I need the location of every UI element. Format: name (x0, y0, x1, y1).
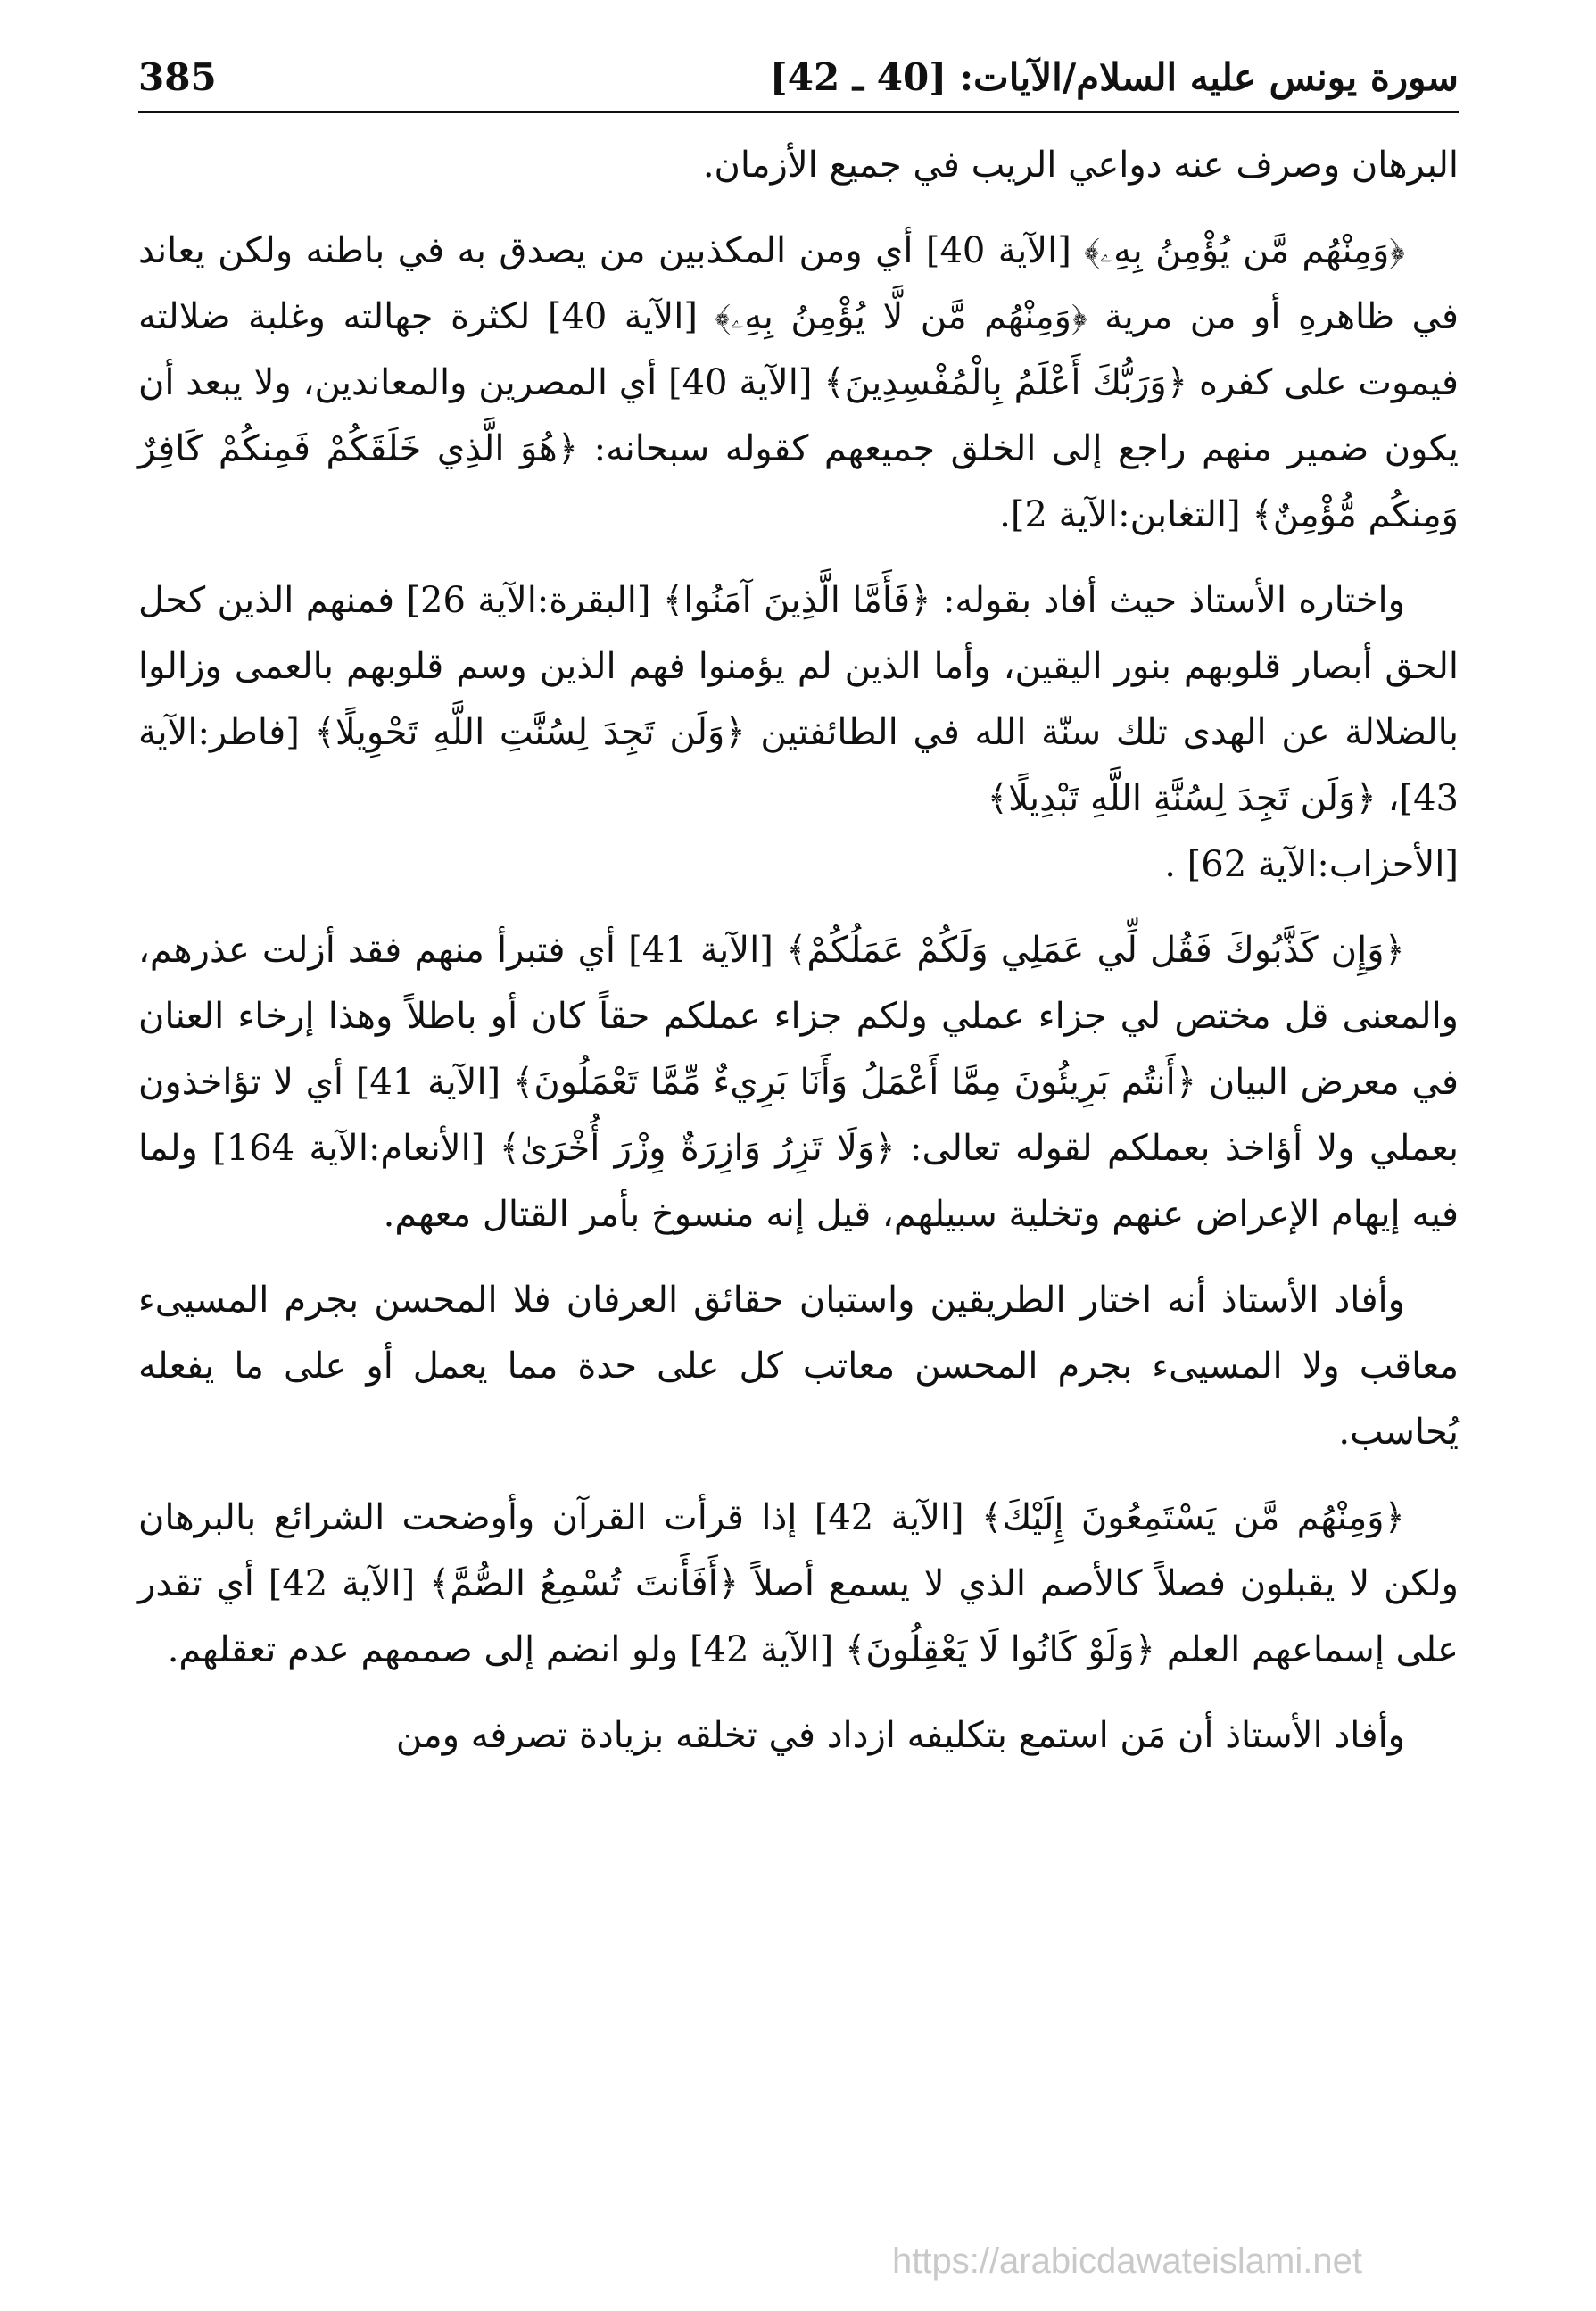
page-body (138, 132, 1459, 1788)
paragraph-verse-40: ﴿وَمِنْهُم مَّن يُؤْمِنُ بِهِۦ﴾ [الآية 40] أي ومن المكذبين من يصدق به في باطنه ولكن يعاند في ظاهرهِ أو من مرية ﴿وَمِنْهُم مَّن لَّا يُؤْمِنُ بِهِۦ﴾ [الآية 40] لكثرة جهالته وغلبة ضلالته فيموت على كفره ﴿وَرَبُّكَ أَعْلَمُ بِالْمُفْسِدِينَ﴾ [الآية 40] أي المصرين والمعاندين، ولا يبعد أن يكون ضمير منهم راجع إلى الخلق جميعهم كقوله سبحانه: ﴿هُوَ الَّذِي خَلَقَكُمْ فَمِنكُمْ كَافِرٌ وَمِنكُم مُّؤْمِنٌ﴾ [التغابن:الآية 2]. (138, 230, 1460, 535)
header-rule (138, 111, 1459, 113)
paragraph-ustadh-commentary-3: وأفاد الأستاذ أن مَن استمع بتكليفه ازداد في تخلقه بزيادة تصرفه ومن (395, 1715, 1405, 1756)
paragraph-citation-ahzab: [الأحزاب:الآية 62] . (1164, 844, 1459, 885)
watermark-url: https://arabicdawateislami.net (892, 2241, 1362, 2281)
page-header (138, 46, 1459, 109)
paragraph-ustadh-commentary-1: واختاره الأستاذ حيث أفاد بقوله: ﴿فَأَمَّا الَّذِينَ آمَنُوا﴾ [البقرة:الآية 26] فمنهم الذين كحل الحق أبصار قلوبهم بنور اليقين، وأما الذين لم يؤمنوا فهم الذين وسم قلوبهم بالعمى وزالوا بالضلالة عن الهدى تلك سنّة الله في الطائفتين ﴿وَلَن تَجِدَ لِسُنَّتِ اللَّهِ تَحْوِيلًا﴾ [فاطر:الآية 43]، ﴿وَلَن تَجِدَ لِسُنَّةِ اللَّهِ تَبْدِيلًا﴾ (138, 580, 1460, 819)
paragraph-continuation: البرهان وصرف عنه دواعي الريب في جميع الأزمان. (702, 145, 1459, 186)
page-number: 385 (138, 55, 217, 99)
paragraph-verse-42: ﴿وَمِنْهُم مَّن يَسْتَمِعُونَ إِلَيْكَ﴾ [الآية 42] إذا قرأت القرآن وأوضحت الشرائع بالبرهان ولكن لا يقبلون فصلاً كالأصم الذي لا يسمع أصلاً ﴿أَفَأَنتَ تُسْمِعُ الصُّمَّ﴾ [الآية 42] أي تقدر على إسماعهم العلم ﴿وَلَوْ كَانُوا لَا يَعْقِلُونَ﴾ [الآية 42] ولو انضم إلى صممهم عدم تعقلهم. (138, 1497, 1459, 1670)
paragraph-verse-41: ﴿وَإِن كَذَّبُوكَ فَقُل لِّي عَمَلِي وَلَكُمْ عَمَلُكُمْ﴾ [الآية 41] أي فتبرأ منهم فقد أزلت عذرهم، والمعنى قل مختص لي جزاء عملي ولكم جزاء عملكم حقاً كان أو باطلاً وهذا إرخاء العنان في معرض البيان ﴿أَنتُم بَرِيئُونَ مِمَّا أَعْمَلُ وَأَنَا بَرِيءٌ مِّمَّا تَعْمَلُونَ﴾ [الآية 41] أي لا تؤاخذون بعملي ولا أؤاخذ بعملكم لقوله تعالى: ﴿وَلَا تَزِرُ وَازِرَةٌ وِزْرَ أُخْرَىٰ﴾ [الأنعام:الآية 164] ولما فيه إيهام الإعراض عنهم وتخلية سبيلهم، قيل إنه منسوخ بأمر القتال معهم. (138, 930, 1460, 1235)
paragraph-ustadh-commentary-2: وأفاد الأستاذ أنه اختار الطريقين واستبان حقائق العرفان فلا المحسن بجرم المسيىء معاقب ولا المسيىء بجرم المحسن معاتب كل على حدة مما يعمل أو على ما يفعله يُحاسب. (138, 1280, 1459, 1453)
running-title: سورة يونس عليه السلام/الآيات: [40 ـ 42] (769, 55, 1459, 99)
